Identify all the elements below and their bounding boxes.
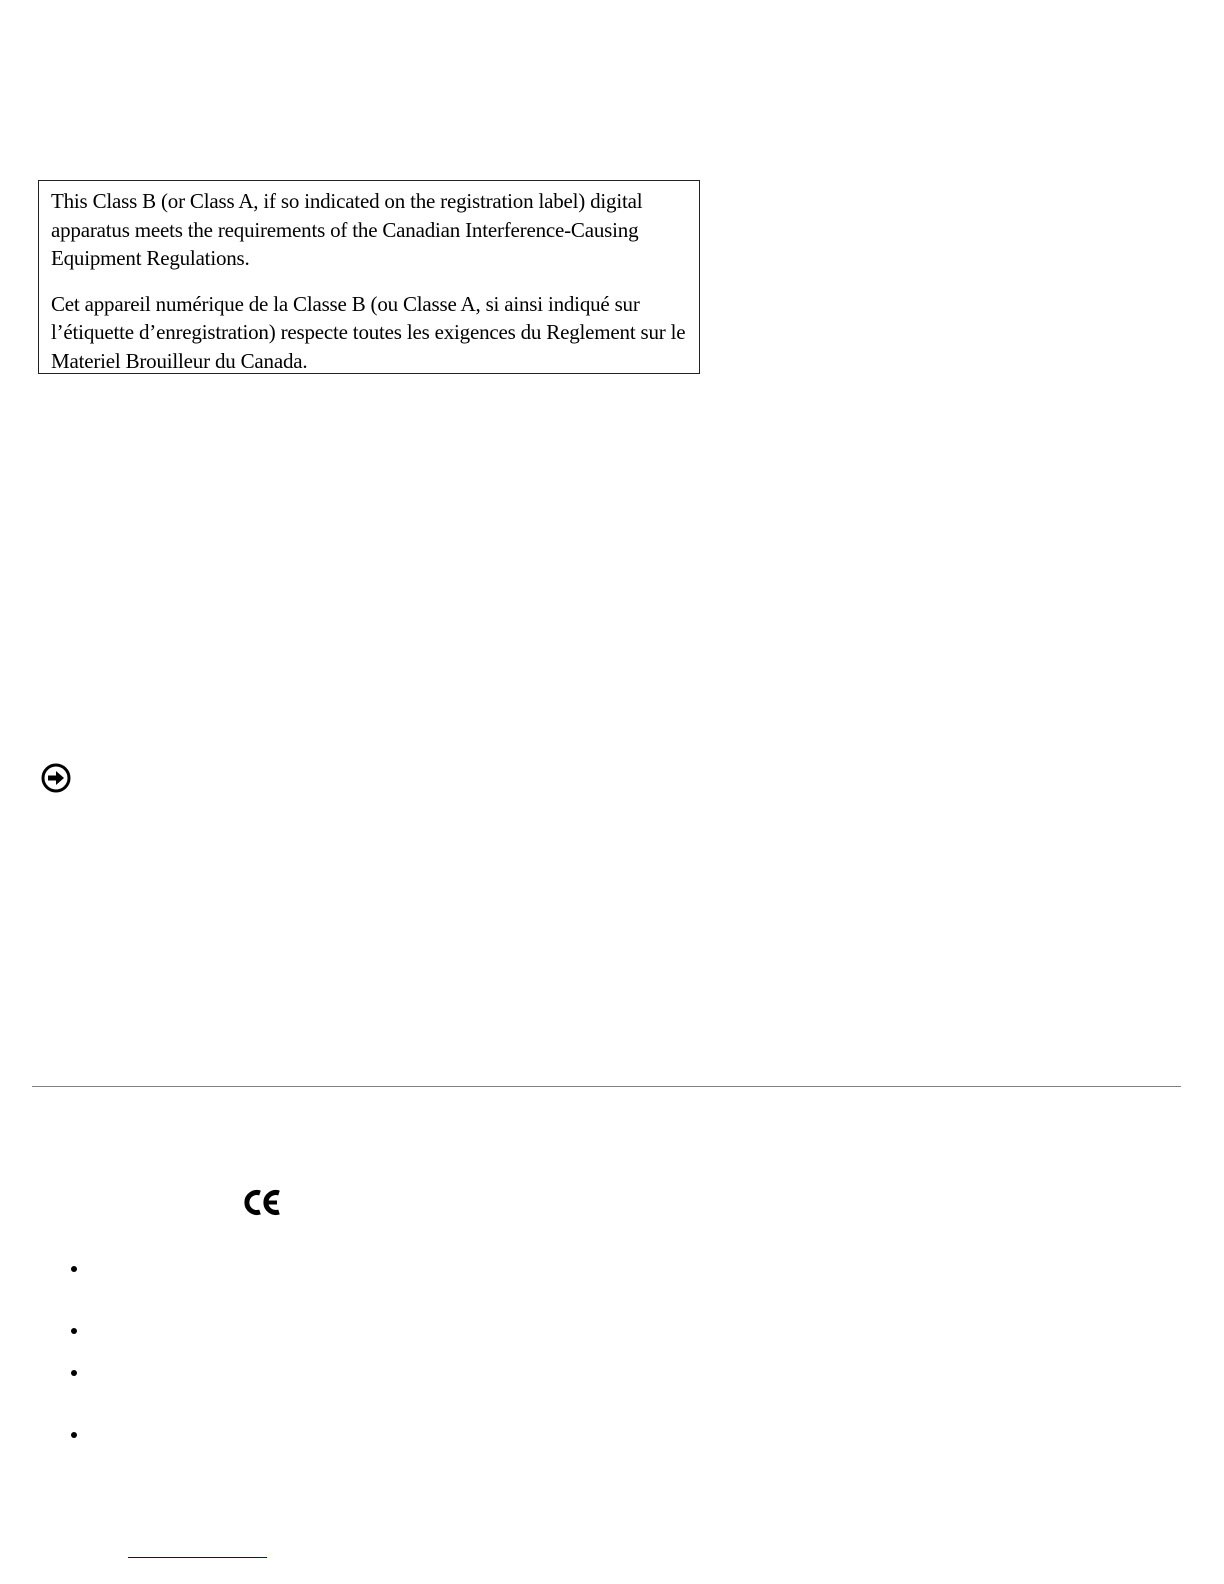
list-bullet — [71, 1370, 77, 1376]
canada-notice-french: Cet appareil numérique de la Classe B (ou Classe A, si ainsi indiqué sur l’étiquette d’enregistration) respecte toutes les exigences du Reglement sur le Materiel Brouilleur du Canada. — [51, 291, 686, 373]
ce-mark-icon — [243, 1189, 283, 1216]
list-bullet — [71, 1328, 77, 1334]
list-bullet — [71, 1432, 77, 1438]
canada-compliance-notice — [38, 180, 700, 374]
section-divider — [32, 1086, 1181, 1087]
canada-notice-english: This Class B (or Class A, if so indicated on the registration label) digital apparatus meets the requirements of the Canadian Interference-Causing Equipment Regulations. — [51, 189, 643, 270]
arrow-right-circle-icon — [41, 763, 71, 793]
list-bullet — [71, 1266, 77, 1272]
link-underline[interactable] — [128, 1557, 267, 1558]
